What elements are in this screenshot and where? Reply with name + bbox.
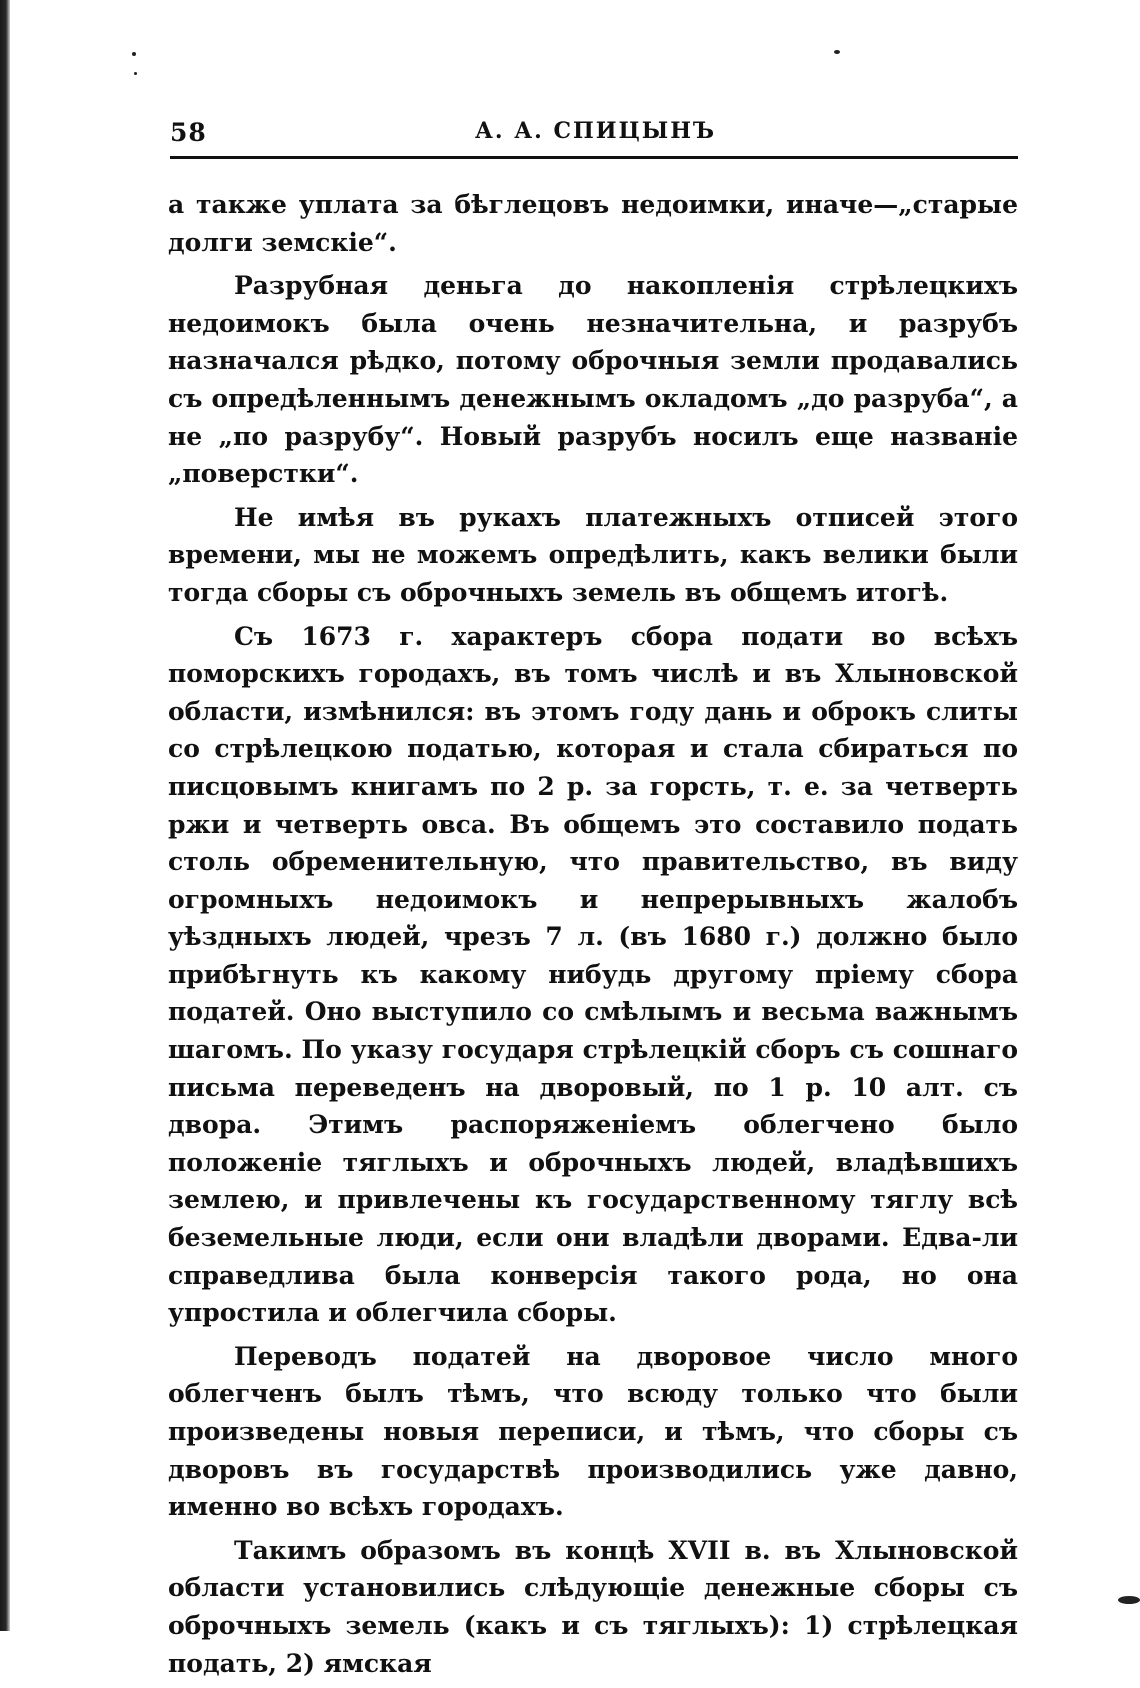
- running-title: А. А. СПИЦЫНЪ: [475, 118, 717, 144]
- paragraph: Разрубная деньга до накопленія стрѣлецкихъ недоимокъ была очень незначительна, и разрубъ назначался рѣдко, потому оброчныя земли продавались съ опредѣленнымъ денежнымъ окладомъ „до разруба“, а не „по разрубу“. Новый разрубъ носилъ еще названіе „поверстки“.: [168, 271, 1018, 489]
- page-header: [170, 118, 1018, 154]
- scan-speck: [132, 52, 136, 56]
- header-rule: [170, 156, 1018, 159]
- body-text: [168, 186, 1018, 1688]
- scan-speck: [834, 50, 840, 54]
- paragraph: Переводъ податей на дворовое число много облегченъ былъ тѣмъ, что всюду только что были произведены новыя переписи, и тѣмъ, что сборы съ дворовъ въ государствѣ производились уже давно, именно во всѣхъ городахъ.: [168, 1341, 1018, 1522]
- paragraph: Съ 1673 г. характеръ сбора подати во всѣхъ поморскихъ городахъ, въ томъ числѣ и въ Хлыновской области, измѣнился: въ этомъ году дань и оброкъ слиты со стрѣлецкою податью, которая и стала сбираться по писцовымъ книгамъ по 2 р. за горсть, т. е. за четверть ржи и четверть овса. Въ общемъ это составило подать столь обременительную, что правительство, въ виду огромныхъ недоимокъ и непрерывныхъ жалобъ уѣздныхъ людей, чрезъ 7 л. (въ 1680 г.) должно было прибѣгнуть къ какому нибудь другому пріему сбора податей. Оно выступило со смѣлымъ и весьма важнымъ шагомъ. По указу государя стрѣлецкій сборъ съ сошнаго письма переведенъ на дворовый, по 1 р. 10 алт. съ двора. Этимъ распоряженіемъ облегчено было положеніе тяглыхъ и оброчныхъ людей, владѣвшихъ землею, и привлечены къ государственному тяглу всѣ беземельные люди, если они владѣли дворами. Едва-ли справедлива была конверсія такого рода, но она упростила и облегчила сборы.: [168, 621, 1018, 1328]
- paragraph-continuation: а также уплата за бѣглецовъ недоимки, иначе—„старые долги земскіе“.: [168, 190, 1018, 257]
- paragraph: Не имѣя въ рукахъ платежныхъ отписей этого времени, мы не можемъ опредѣлить, какъ велики были тогда сборы съ оброчныхъ земель въ общемъ итогѣ.: [168, 502, 1018, 607]
- page-number: 58: [170, 118, 207, 147]
- scan-binding-edge: [0, 0, 10, 1631]
- scan-speck: [1118, 1596, 1140, 1604]
- scan-speck: [134, 72, 137, 75]
- paragraph: Такимъ образомъ въ концѣ XVII в. въ Хлыновской области установились слѣдующіе денежные сборы съ оброчныхъ земель (какъ и съ тяглыхъ): 1) стрѣлецкая подать, 2) ямская: [168, 1535, 1018, 1678]
